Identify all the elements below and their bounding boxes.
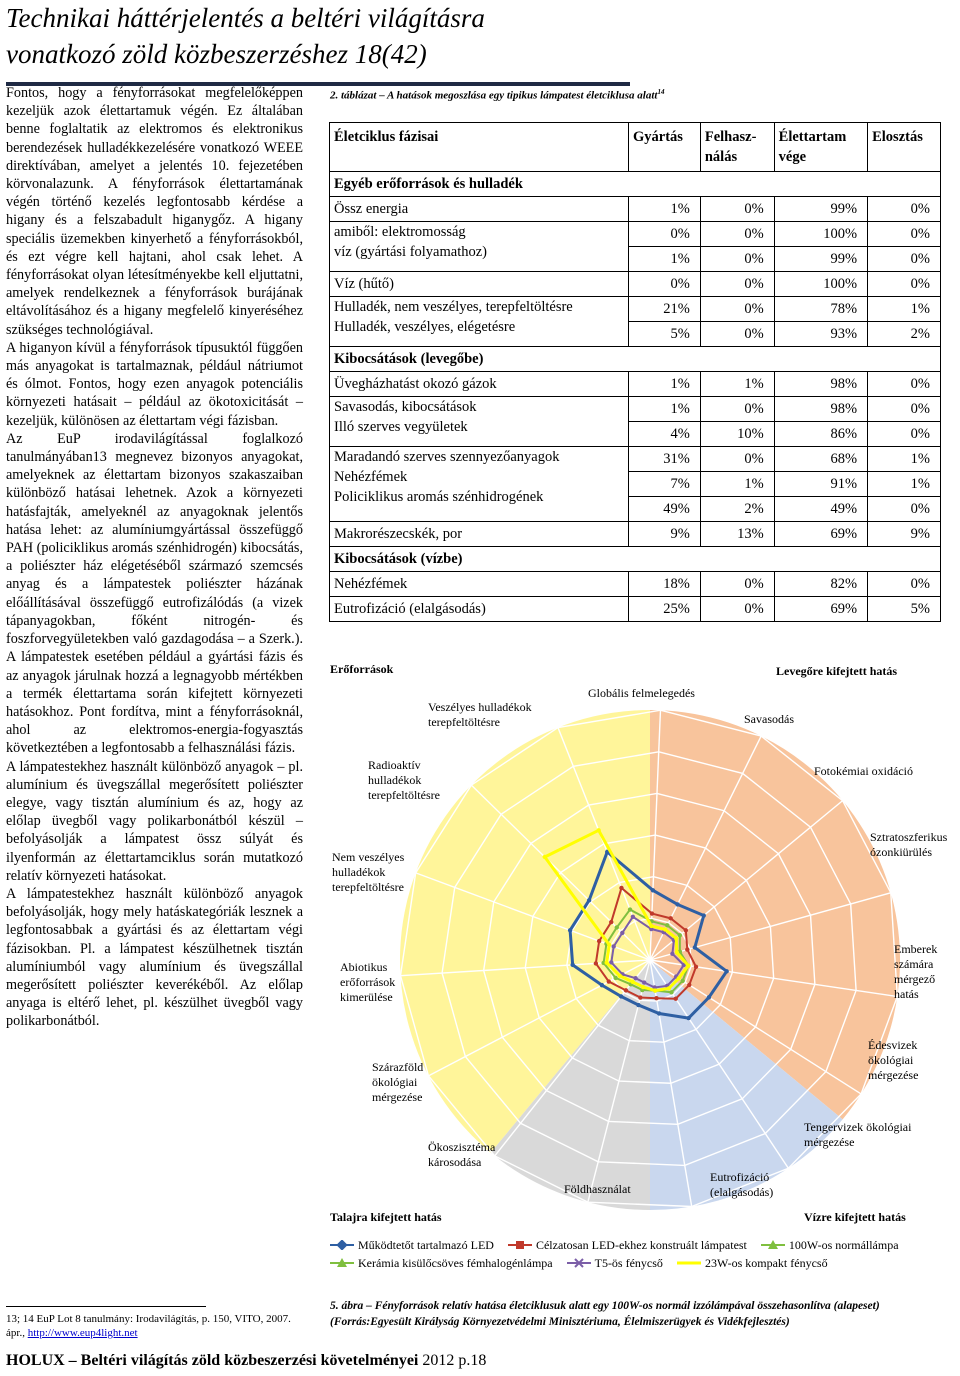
page-footer <box>6 1352 486 1370</box>
paragraph: Fontos, hogy a fényforrásokat megfelelőképpen kezeljük azok élettartamuk végén. Ez általában benne foglaltatik az elektromos és elektronikus berendezések hulladékkezelésére vonatkozó WEEE direktívában, amelyet a jelentés 10. fejezetében körvonalazunk. A fényforrások élettartamának végén történő kezelés legfontosabb kérdése a higany és a felszabadult higanygőz. A higany speciális üzemekben kinyerhető a fényforrásokból, és ezt végre kell hajtani, ahol csak lehet. A fényforrásokat olyan létesítményekbe kell eljuttatni, amelyek rendelkeznek a fényforrások burájának eltávolításához és a higany megfelelő kinyeréséhez szükséges technológiával. <box>6 85 303 338</box>
series-point <box>615 925 619 929</box>
table-cell-stack <box>774 222 867 272</box>
table-header-cell: Életciklus fázisai <box>330 123 629 172</box>
table-cell: 0% <box>868 397 940 422</box>
series-point <box>630 980 634 984</box>
body-text <box>6 84 303 1031</box>
table-cell: 1% <box>670 251 690 267</box>
table-section-label: Kibocsátások (levegőbe) <box>330 347 941 372</box>
series-point <box>667 986 671 990</box>
table-cell-stack <box>700 222 774 272</box>
chart-legend <box>330 1236 960 1272</box>
table-row-group <box>330 397 941 447</box>
legend-label: 23W-os kompakt fénycső <box>704 1255 828 1270</box>
series-point <box>684 928 688 932</box>
page-title <box>6 0 626 72</box>
series-point <box>675 902 679 906</box>
table-row-label: Víz (hűtő) <box>330 272 629 297</box>
series-point <box>633 976 637 980</box>
table-cell: 21% <box>629 297 700 322</box>
legend-item <box>677 1256 828 1271</box>
table-cell: 86% <box>830 426 858 442</box>
table-cell: 2% <box>910 326 930 342</box>
title-line-1: Technikai háttérjelentés a beltéri világításra <box>6 3 485 33</box>
legend-label: Működtetőt tartalmazó LED <box>358 1237 494 1252</box>
legend-item <box>330 1256 553 1271</box>
series-point <box>570 963 574 967</box>
table-cell: 1% <box>629 197 701 222</box>
series-point <box>594 961 598 965</box>
table-row-label-line: Maradandó szerves szennyezőanyagok <box>334 449 560 465</box>
series-point <box>677 976 681 980</box>
series-point <box>693 945 697 949</box>
table-row-group <box>330 222 941 272</box>
table-cell: 1% <box>868 472 940 497</box>
legend-marker <box>567 1258 591 1268</box>
footnote-text: 13; 14 EuP Lot 8 tanulmány: Irodavilágítás, p. 150, VITO, 2007. ápr., <box>6 1313 291 1339</box>
table-cell: 0% <box>629 222 700 247</box>
table-cell-stack <box>629 397 701 447</box>
legend-label: Kerámia kisülőcsöves fémhalogénlámpa <box>358 1255 553 1270</box>
legend-marker <box>761 1240 785 1250</box>
table-row <box>330 572 941 597</box>
table-cell: 10% <box>737 426 764 442</box>
series-point <box>707 995 711 999</box>
series-point <box>568 928 572 932</box>
table-row <box>330 272 941 297</box>
table-cell: 0% <box>910 426 930 442</box>
legend-marker <box>508 1240 532 1250</box>
series-point <box>663 927 667 931</box>
axis-label: Tengervizek ökológiai mérgezése <box>804 1120 912 1149</box>
axis-label: Földhasználat <box>564 1182 631 1196</box>
footnote-link[interactable]: http://www.eup4light.net <box>27 1327 138 1339</box>
table-row-label-line: Nehézfémek <box>334 469 408 485</box>
table-cell: 98% <box>774 372 867 397</box>
table-cell: 1% <box>629 397 700 422</box>
series-point <box>670 952 674 956</box>
table-cell: 0% <box>744 251 764 267</box>
series-point <box>596 828 600 832</box>
legend-item <box>567 1256 663 1271</box>
table-cell: 49% <box>663 501 690 517</box>
table-cell: 0% <box>701 222 774 247</box>
table-cell: 9% <box>868 522 941 547</box>
series-point <box>638 995 642 999</box>
series-point <box>597 939 601 943</box>
table-row <box>330 372 941 397</box>
table-cell: 9% <box>629 522 701 547</box>
series-point <box>724 969 728 973</box>
axis-label: Globális felmelegedés <box>588 686 695 700</box>
table-cell: 0% <box>868 372 941 397</box>
series-point <box>669 990 673 994</box>
table-section-label: Egyéb erőforrások és hulladék <box>330 172 941 197</box>
table-row-label: Össz energia <box>330 197 629 222</box>
paragraph: A lámpatestekhez használt különböző anyagok – pl. alumínium és üvegszállal megerősített poliészter elegye, vagy tisztán alumínium és az, hogy az előlap üvegből vagy polikarbonátból készül – befolyásolják a lámpatest össz súlyát és ilyenformán az élettartamciklus során mutatkozó relatív környezeti hatásokat. <box>6 758 303 884</box>
table-cell: 0% <box>868 197 941 222</box>
table-header-cell: Elosztás <box>868 123 941 172</box>
table-section-label: Kibocsátások (vízbe) <box>330 547 941 572</box>
table-cell: 0% <box>744 326 764 342</box>
table-caption-sup: 14 <box>657 88 665 96</box>
axis-label: Nem veszélyes hulladékok terepfeltöltésre <box>332 850 405 894</box>
title-line-2: vonatkozó zöld közbeszerzéshez 18(42) <box>6 39 427 69</box>
table-cell-stack <box>629 222 701 272</box>
legend-label: T5-ös fénycső <box>594 1255 663 1270</box>
table-cell: 31% <box>629 447 700 472</box>
series-point <box>674 997 678 1001</box>
table-cell: 1% <box>868 297 940 322</box>
footer-text: HOLUX – Beltéri világítás zöld közbeszerzési követelményei <box>6 1352 419 1369</box>
table-cell: 99% <box>830 251 858 267</box>
series-point <box>600 983 604 987</box>
table-cell-stack <box>700 397 774 447</box>
series-point <box>619 994 623 998</box>
table-section-row <box>330 172 941 197</box>
table-cell: 68% <box>775 447 867 472</box>
table-cell: 69% <box>774 522 867 547</box>
legend-item <box>330 1238 494 1253</box>
table-cell: 100% <box>774 272 867 297</box>
table-header-cell: Felhasz- nálás <box>700 123 774 172</box>
table-row-label-line: amiből: elektromosság <box>334 224 466 240</box>
table-cell: 0% <box>701 447 774 472</box>
table-row-group <box>330 447 941 522</box>
table-cell: 25% <box>629 597 701 622</box>
table-cell: 1% <box>700 372 774 397</box>
series-point <box>620 931 624 935</box>
table-row-label <box>330 447 629 522</box>
series-point <box>686 1016 690 1020</box>
footer-page: 2012 p.18 <box>422 1352 487 1369</box>
series-point <box>650 911 654 915</box>
series-point <box>651 888 655 892</box>
table-cell-stack <box>629 447 701 522</box>
legend-marker <box>330 1258 354 1268</box>
table-cell: 0% <box>700 597 774 622</box>
series-point <box>702 913 706 917</box>
table-cell: 0% <box>629 272 701 297</box>
table-cell: 0% <box>701 397 774 422</box>
table-row-label: Üvegházhatást okozó gázok <box>330 372 629 397</box>
legend-label: Célzatosan LED-ekhez konstruált lámpatest <box>535 1237 747 1252</box>
axis-label: Savasodás <box>744 712 794 726</box>
series-point <box>685 947 689 951</box>
table-cell: 82% <box>774 572 867 597</box>
table-row-label-line: víz (gyártási folyamathoz) <box>334 244 487 260</box>
footnote <box>6 1312 306 1340</box>
series-point <box>587 898 591 902</box>
table-caption <box>330 88 950 102</box>
quadrant-label: Talajra kifejtett hatás <box>330 1210 442 1224</box>
table-cell: 69% <box>774 597 867 622</box>
table-row <box>330 597 941 622</box>
series-point <box>653 988 657 992</box>
table-cell-stack <box>774 297 867 347</box>
table-header-row <box>330 123 941 172</box>
series-point <box>641 985 645 989</box>
axis-label: Eutrofizáció (elalgásodás) <box>710 1170 774 1199</box>
series-point <box>654 996 658 1000</box>
quadrant-label: Vízre kifejtett hatás <box>804 1210 906 1224</box>
table-cell-stack <box>868 397 941 447</box>
axis-label: Fotokémiai oxidáció <box>814 764 913 778</box>
axis-label: Szárazföld ökológiai mérgezése <box>372 1060 424 1104</box>
table-row <box>330 522 941 547</box>
series-point <box>657 1011 661 1015</box>
table-row <box>330 197 941 222</box>
table-row-label-line: Hulladék, nem veszélyes, terepfeltöltésre <box>334 299 573 315</box>
legend-item <box>508 1238 747 1253</box>
radar-chart <box>328 660 960 1280</box>
quadrant-label: Erőforrások <box>330 662 394 676</box>
series-point <box>631 915 635 919</box>
series-point <box>619 886 623 890</box>
table-cell: 0% <box>910 251 930 267</box>
figure-caption: 5. ábra – Fényforrások relatív hatása életciklusuk alatt egy 100W-os normál izzólámpával összehasonlítva (alapeset) (Forrás:Egyesült Királyság Környezetvédelmi Minisztériuma, Élelmiszerügyek és Vidékfejlesztés) <box>330 1300 880 1328</box>
table-row-label-line: Illó szerves vegyületek <box>334 419 468 435</box>
series-point <box>687 983 691 987</box>
table-cell-stack <box>629 297 701 347</box>
series-point <box>678 933 682 937</box>
table-cell-stack <box>774 447 867 522</box>
table-row-label: Eutrofizáció (elalgásodás) <box>330 597 629 622</box>
legend-row <box>330 1236 960 1254</box>
legend-row <box>330 1254 960 1272</box>
table-cell: 0% <box>700 572 774 597</box>
table-cell: 49% <box>830 501 858 517</box>
table-cell: 0% <box>910 501 930 517</box>
series-point <box>609 920 613 924</box>
table-cell: 98% <box>775 397 867 422</box>
table-cell: 78% <box>775 297 867 322</box>
series-point <box>607 943 611 947</box>
legend-marker <box>330 1240 354 1250</box>
table-cell-stack <box>700 447 774 522</box>
paragraph: Az EuP irodavilágítással foglalkozó tanulmányában13 megnevez bizonyos anyagokat, amelyeknek az élettartam bizonyos szakaszaiban különböző hatásai lehetnek. Azok a környezeti hatásfajták, amelyeknél az anyagoknak jelentős hatása lehet: az alumíniumgyártással összefüggő PAH (policiklikus aromás szénhidrogén) kibocsátás, a poliészter ház elégetéséből származó szemcsés anyag és a lámpatestek poliészter házának előállításával összefüggő eutrofizálódás (a vizek tápanyagokban, főként nitrogén- és foszforvegyületekben való gazdagodása – a Szerk.). A lámpatestek esetében például a gyártási fázis és az anyagok járulnak hozzá a legnagyobb mértékben a termék élettartama során kifejtett környezeti hatásokhoz. Pont fordítva, mint a fényforrásoknál, ahol az elektromos-energia-fogyasztás következtében a legfontosabb a felhasználási fázis. <box>6 430 303 757</box>
table-section-row <box>330 547 941 572</box>
legend-label: 100W-os normállámpa <box>788 1237 899 1252</box>
paragraph: A lámpatestekhez használt különböző anyagok befolyásolják, hogy mely hatáskategóriák lesznek a legfontosabbak a gyártási és az élettartam végi fázisokban. Pl. a lámpatest készülhetnek tisztán alumíniumból vagy alumínium és üvegszállal megerősített poliészter keverékéből. Az előlap anyaga is eltérő lehet, pl. készülhet üvegből vagy polikarbonátból. <box>6 885 303 1030</box>
table-cell: 0% <box>868 572 941 597</box>
series-point <box>674 936 678 940</box>
table-row-label-line: Savasodás, kibocsátások <box>334 399 477 415</box>
table-cell-stack <box>868 447 941 522</box>
table-cell: 1% <box>629 372 701 397</box>
table-cell: 0% <box>701 297 774 322</box>
series-point <box>607 979 611 983</box>
table-section-row <box>330 347 941 372</box>
table-cell: 7% <box>629 472 700 497</box>
axis-label: Sztratoszferikus ózonkiürülés <box>870 830 948 859</box>
axis-label: Ökoszisztéma károsodása <box>428 1140 496 1169</box>
series-point <box>649 924 653 928</box>
table-cell: 18% <box>629 572 701 597</box>
series-point <box>675 950 679 954</box>
series-point <box>694 965 698 969</box>
table-cell: 0% <box>700 197 774 222</box>
table-cell: 2% <box>744 501 764 517</box>
series-point <box>668 916 672 920</box>
table-cell-stack <box>868 297 941 347</box>
table-row-label <box>330 222 629 272</box>
table-header-cell: Élettartam vége <box>774 123 867 172</box>
table-row-label-line: Hulladék, veszélyes, elégetésre <box>334 319 516 335</box>
table-cell: 93% <box>830 326 858 342</box>
table-cell: 1% <box>868 447 940 472</box>
series-point <box>618 974 622 978</box>
axis-label: Emberek számára mérgező hatás <box>894 942 938 1001</box>
table-cell: 13% <box>700 522 774 547</box>
table-cell: 4% <box>670 426 690 442</box>
table-cell: 0% <box>868 222 940 247</box>
table-caption-text: 2. táblázat – A hatások megoszlása egy tipikus lámpatest életciklusa alatt <box>330 89 658 102</box>
table-row-label <box>330 297 629 347</box>
table-cell: 0% <box>868 272 941 297</box>
table-cell: 99% <box>774 197 867 222</box>
footnote-rule <box>6 1306 206 1307</box>
quadrant-label: Levegőre kifejtett hatás <box>776 664 898 678</box>
table-cell: 5% <box>868 597 941 622</box>
table-header-cell: Gyártás <box>629 123 701 172</box>
axis-label: Radioaktív hulladékok terepfeltöltésre <box>368 758 440 802</box>
table-cell: 91% <box>775 472 867 497</box>
series-point <box>681 979 685 983</box>
series-point <box>686 963 690 967</box>
series-point <box>665 923 669 927</box>
table-cell-stack <box>700 297 774 347</box>
legend-marker <box>677 1258 701 1268</box>
table-row-label: Makrorészecskék, por <box>330 522 629 547</box>
legend-item <box>761 1238 899 1253</box>
table-row-label-line: Policiklikus aromás szénhidrogének <box>334 489 544 505</box>
axis-label: Abiotikus erőforrások kimerülése <box>340 960 396 1004</box>
table-cell: 1% <box>701 472 774 497</box>
table-row-label: Nehézfémek <box>330 572 629 597</box>
series-point <box>636 1003 640 1007</box>
table-cell-stack <box>868 222 941 272</box>
axis-label: Veszélyes hulladékok terepfeltöltésre <box>428 700 532 729</box>
table-row-label <box>330 397 629 447</box>
series-point <box>628 907 632 911</box>
table-cell: 100% <box>775 222 867 247</box>
table-row-group <box>330 297 941 347</box>
series-point <box>543 855 547 859</box>
table-cell: 0% <box>700 272 774 297</box>
table-cell: 5% <box>670 326 690 342</box>
series-point <box>611 944 615 948</box>
series-point <box>642 980 646 984</box>
series-point <box>604 961 608 965</box>
paragraph: A higanyon kívül a fényforrások típusuktól függően más anyagokat is tartalmaznak, például nátriumot és ólmot. Fontos, hogy ezen anyagok potenciális környezeti hatásait – például az ökotoxicitását – kezeljük, különösen az élettartam végi fázisban. <box>6 339 303 429</box>
series-point <box>624 988 628 992</box>
impact-table <box>329 122 941 622</box>
table-cell-stack <box>774 397 867 447</box>
series-point <box>613 976 617 980</box>
axis-label: Édesvizek ökológiai mérgezése <box>868 1038 919 1082</box>
